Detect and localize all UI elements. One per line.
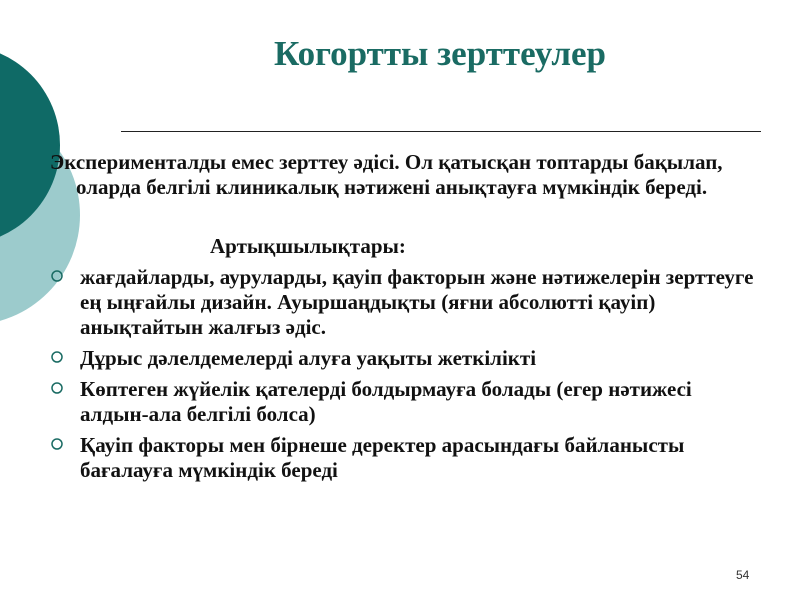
list-item	[50, 433, 760, 483]
list-item	[50, 377, 760, 427]
hollow-circle-bullet-icon	[50, 437, 64, 451]
advantages-heading: Артықшылықтары:	[210, 234, 406, 258]
hollow-circle-bullet-icon	[50, 381, 64, 395]
advantages-list	[50, 265, 760, 489]
list-item	[50, 265, 760, 340]
intro-paragraph: Эксперименталды емес зерттеу әдісі. Ол қатысқан топтарды бақылап, оларда белгілі клиникалық нәтижені анықтауға мүмкіндік береді.	[50, 150, 723, 199]
list-item-text: Дұрыс дәлелдемелерді алуға уақыты жеткілікті	[80, 346, 537, 370]
slide-title: Когортты зерттеулер	[273, 34, 607, 73]
list-item-text: Қауіп факторы мен бірнеше деректер арасындағы байланысты бағалауға мүмкіндік береді	[80, 433, 685, 482]
hollow-circle-bullet-icon	[50, 350, 64, 364]
title-divider	[121, 131, 761, 132]
list-item-text: Көптеген жүйелік қателерді болдырмауға болады (егер нәтижесі алдын-ала белгілі болса)	[80, 377, 692, 426]
list-item-text: жағдайларды, ауруларды, қауіп факторын және нәтижелерін зерттеуге ең ыңғайлы дизайн. Ауыршаңдықты (яғни абсолютті қауіп) анықтайтын жалғыз әдіс.	[80, 265, 754, 339]
page-number: 54	[736, 568, 750, 582]
hollow-circle-bullet-icon	[50, 269, 64, 283]
list-item	[50, 346, 760, 371]
